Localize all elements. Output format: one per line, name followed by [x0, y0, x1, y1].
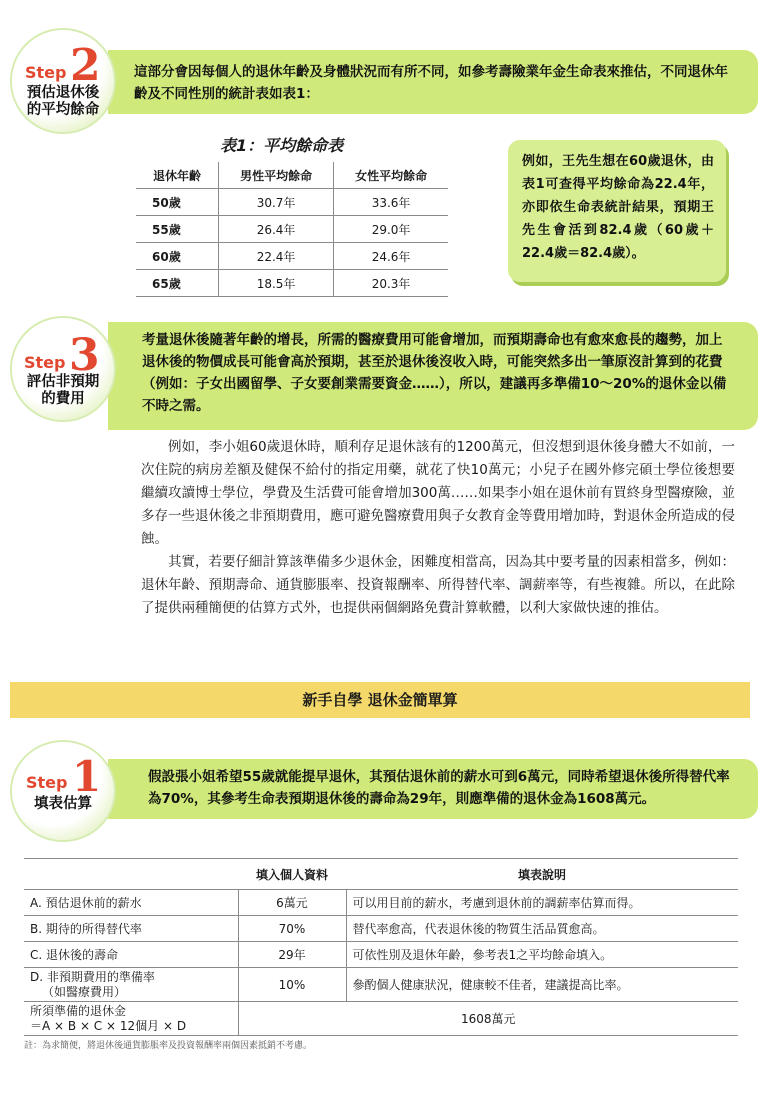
- table1-male: 22.4年: [219, 243, 334, 270]
- step3-badge: [12, 318, 114, 420]
- life-expectancy-table: [136, 162, 448, 297]
- step2-title: [12, 85, 114, 118]
- table1-male: 30.7年: [219, 189, 334, 216]
- step3-step-word: Step: [24, 353, 66, 372]
- body-paragraph-1: 例如，李小姐60歲退休時，順利存足退休該有的1200萬元，但沒想到退休後身體大不如前，一次住院的病房差額及健保不給付的指定用藥，就花了快10萬元；小兒子在國外修完碩士學位後想要繼續攻讀博士學位，學費及生活費可能會增加300萬……如果李小姐在退休前有買終身型醫療險，並多存一些退休後之非預期費用，應可避免醫療費用與子女教育金等費用增加時，對退休金所造成的侵蝕。: [141, 439, 735, 547]
- body-paragraph-2: 其實，若要仔細計算該準備多少退休金，困難度相當高，因為其中要考量的因素相當多，例如：退休年齡、預期壽命、通貨膨脹率、投資報酬率、所得替代率、調薪率等，有些複雜。所以，在此除了提供兩種簡便的估算方式外，也提供兩個網路免費計算軟體，以利大家做快速的推估。: [141, 554, 735, 616]
- table2-header-row: [24, 859, 738, 890]
- table-row: [136, 243, 448, 270]
- step1-title: 填表估算: [34, 796, 92, 812]
- table1-age: 50歲: [136, 189, 219, 216]
- table1-female: 24.6年: [334, 243, 448, 270]
- step2-intro-text: 這部分會因每個人的退休年齡及身體狀況而有所不同，如參考壽險業年金生命表來推估，不同退休年齡及不同性別的統計表如表1：: [134, 64, 728, 102]
- table2-label: B. 期待的所得替代率: [24, 916, 238, 942]
- table2-desc: 替代率愈高，代表退休後的物質生活品質愈高。: [346, 916, 738, 942]
- table-row: [24, 916, 738, 942]
- table2-total-value: 1608萬元: [238, 1002, 738, 1036]
- step1-badge: [12, 742, 114, 840]
- step1-step-word: Step: [26, 773, 68, 792]
- step2-title-line2: 的平均餘命: [26, 101, 100, 118]
- step1-intro-text: 假設張小姐希望55歲就能提早退休，其預估退休前的薪水可到6萬元，同時希望退休後所得替代率為70%，其參考生命表預期退休後的壽命為29年，則應準備的退休金為1608萬元。: [148, 769, 730, 807]
- table2-value: 6萬元: [238, 890, 346, 916]
- table2-total-line1: 所須準備的退休金: [30, 1003, 127, 1018]
- table2-label: C. 退休後的壽命: [24, 942, 238, 968]
- step3-title: [12, 374, 114, 407]
- table2-header-desc: 填表說明: [346, 859, 738, 890]
- table2-header-input: 填入個人資料: [238, 859, 346, 890]
- table-row: [24, 968, 738, 1002]
- table2-desc: 可以用目前的薪水，考慮到退休前的調薪率估算而得。: [346, 890, 738, 916]
- table2-label-line2: （如醫療費用）: [42, 984, 127, 999]
- step3-title-line1: 評估非預期: [26, 374, 100, 390]
- step2-title-line1: 預估退休後: [26, 85, 100, 101]
- step1-number: 1: [72, 752, 102, 801]
- table-row: [136, 216, 448, 243]
- table2-value: 29年: [238, 942, 346, 968]
- table1-header-row: [136, 162, 448, 189]
- step2-step-word: Step: [25, 63, 67, 82]
- table2-total-label: [24, 1002, 238, 1036]
- table1-age: 55歲: [136, 216, 219, 243]
- table2-label-line1: D. 非預期費用的準備率: [30, 969, 155, 984]
- table2-value: 10%: [238, 968, 346, 1002]
- table1-male: 18.5年: [219, 270, 334, 297]
- table2-total-row: [24, 1002, 738, 1036]
- table-row: [136, 270, 448, 297]
- table1-female: 20.3年: [334, 270, 448, 297]
- table2-desc: 參酌個人健康狀況，健康較不佳者，建議提高比率。: [346, 968, 738, 1002]
- table1-female: 29.0年: [334, 216, 448, 243]
- step3-number: 3: [69, 330, 100, 381]
- table-row: [24, 942, 738, 968]
- body-text: [141, 436, 735, 620]
- retirement-calc-table: [24, 858, 738, 1036]
- example-note-text: 例如，王先生想在60歲退休，由表1可查得平均餘命為22.4年，亦即依生命表統計結果，預期王先生會活到82.4歲（60歲＋22.4歲＝82.4歲）。: [522, 154, 714, 261]
- table2-desc: 可依性別及退休年齡，參考表1之平均餘命填入。: [346, 942, 738, 968]
- table1-age: 65歲: [136, 270, 219, 297]
- table1-title: 表1：平均餘命表: [220, 136, 344, 155]
- table2-header-item: [24, 859, 238, 890]
- footnote: 註：為求簡便，將退休後通貨膨脹率及投資報酬率兩個因素抵銷不考慮。: [24, 1041, 313, 1051]
- table2-value: 70%: [238, 916, 346, 942]
- step3-title-line2: 的費用: [41, 390, 85, 407]
- table1-header-female: 女性平均餘命: [334, 162, 448, 189]
- table-row: [136, 189, 448, 216]
- table-row: [24, 890, 738, 916]
- table2-label: [24, 968, 238, 1002]
- table2-label: A. 預估退休前的薪水: [24, 890, 238, 916]
- table2-total-line2: ＝A × B × C × 12個月 × D: [30, 1018, 187, 1033]
- step2-badge: [12, 30, 114, 132]
- example-note-box: [508, 140, 726, 282]
- table1-female: 33.6年: [334, 189, 448, 216]
- section-heading: 新手自學 退休金簡單算: [302, 691, 458, 709]
- table1-age: 60歲: [136, 243, 219, 270]
- table1-male: 26.4年: [219, 216, 334, 243]
- step3-intro-text: 考量退休後隨著年齡的增長，所需的醫療費用可能會增加，而預期壽命也有愈來愈長的趨勢，加上退休後的物價成長可能會高於預期，甚至於退休後沒收入時，可能突然多出一筆原沒計算到的花費（例如：子女出國留學、子女要創業需要資金……），所以，建議再多準備10～20%的退休金以備不時之需。: [142, 332, 727, 414]
- step2-number: 2: [70, 40, 101, 91]
- table1-header-age: 退休年齡: [136, 162, 219, 189]
- table1-header-male: 男性平均餘命: [219, 162, 334, 189]
